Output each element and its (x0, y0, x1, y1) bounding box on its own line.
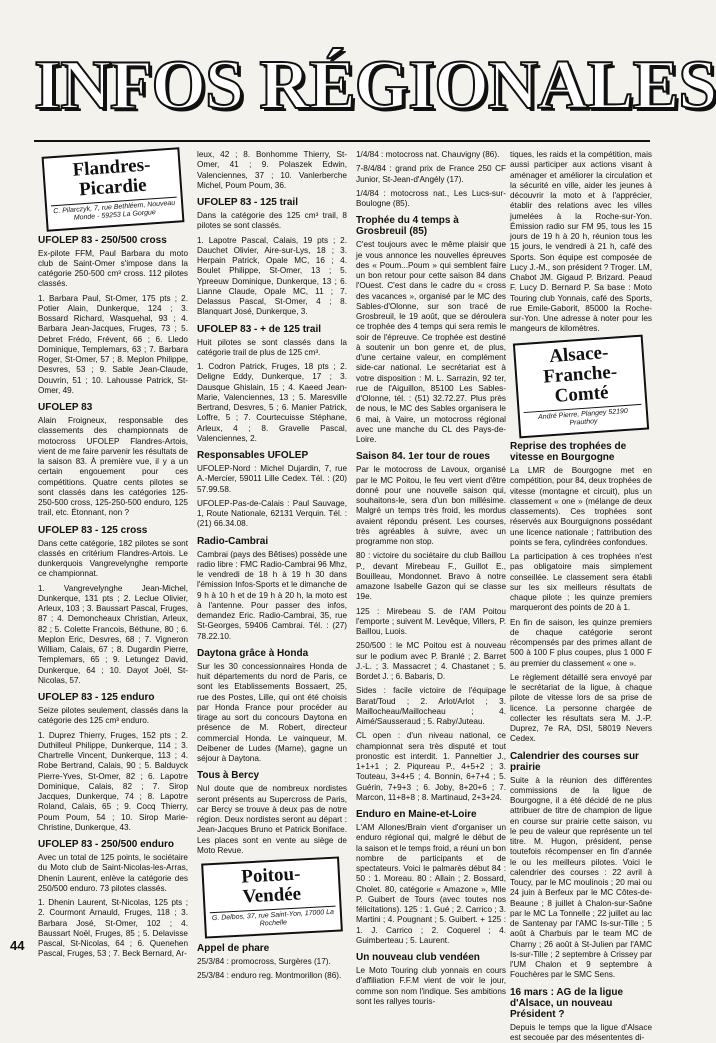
article-heading: Reprise des trophées de vitesse en Bourgogne (510, 441, 627, 464)
article-paragraph: Dans la catégorie des 125 cm³ trail, 8 pilotes se sont classés. (197, 211, 347, 231)
column-1 (38, 150, 188, 959)
article-paragraph: C'est toujours avec le même plaisir que je vous annonce les nouvelles épreuves des « Poum...Poum » qui semblent faire un bon retour pour cette saison 84 dans l'Ouest. C'est dans le cadre du « cross des vacances », organisé par le MC des Sables-d'Olonne, sur son tracé de Grosbreuil, le 19 août, que se déroulera ce trophée des 4 temps qui sera remis le soir de l'épreuve. Ce trophée est destiné à soutenir un bon genre et, de plus, d'une certaine valeur, en complément side-car national. Le secrétariat est à votre disposition : M. L. Sarrazin, 92 ter, rue de l'Aiguillon, 85100 Les Sables-d'Olonne, tél. : (51) 32.72.27. Plus près de nous, le MC des Sables organisera le 6 mai, à Vaire, un motocross régional avec une manche du CL des Pays-de-Loire. (356, 240, 506, 444)
results-list: 1. Barbara Paul, St-Omer, 175 pts ; 2. Potier Alain, Dunkerque, 124 ; 3. Bossard Richard, Wasquehal, 93 ; 4. Barbara Jean-Jacques, Fruges, 73 ; 5. Debret Frédo, Frévent, 66 ; 6. Lledo Dominique, Templemars, 63 ; 7. Barbara Roger, St-Omer, 57 ; 8. Meplon Philippe, Desvres, 53 ; 9. Sable Jean-Claude, Douvrin, 51 ; 10. Lahousse Patrick, St-Omer, 49. (38, 293, 188, 395)
article-heading: UFOLEP 83 - + de 125 trail (197, 323, 322, 335)
article-paragraph: 25/3/84 : enduro reg. Montmorillon (86). (197, 970, 342, 980)
region-box-flandres-picardie (42, 147, 185, 231)
article-heading: UFOLEP 83 - 250/500 cross (38, 234, 167, 246)
article-paragraph: 1/4/84 : motocross nat., Les Lucs-sur-Boulogne (85). (356, 188, 506, 208)
article-heading: Appel de phare (197, 942, 270, 954)
column-2 (197, 150, 347, 980)
article-heading: UFOLEP 83 - 250/500 enduro (38, 839, 174, 851)
region-name: Flandres- (71, 154, 151, 181)
article-paragraph: Nul doute que de nombreux nordistes seront présents au Supercross de Paris, car Bercy se trouve à deux pas de notre région. Deux nordistes seront au départ : Jean-Jacques Bruno et Patrick Boniface. Les places sont en vente au siège de Moto Revue. (197, 784, 347, 855)
article-paragraph: Sur les 30 concessionnaires Honda de huit départements du nord de Paris, ce sont les Etablissements Bossaert, 25, rue des Postes, Lille, qui ont été choisis par Honda France pour procéder au tirage au sort du concours Daytona en présence de M. Robert, directeur commercial Honda. Le vainqueur, M. Deibener de Ludes (Marne), gagne un séjour à Daytona. (197, 661, 347, 763)
article-heading: Responsables UFOLEP (197, 450, 309, 461)
article-paragraph: Avec un total de 125 points, le sociétaire du Moto club de Saint-Nicolas-les-Arras, Dhenin Laurent, enlève la catégorie des 250/500 enduro. 73 pilotes classés. (38, 853, 188, 893)
results-list: 250/500 : le MC Poitou est à nouveau sur le podium avec P. Branlé ; 2. Barret J.-L. ; 3. Massacret ; 4. Chastanet ; 5. Bordet J. ; 6. Babaris, D. (356, 641, 506, 681)
article-paragraph: Seize pilotes seulement, classés dans la catégorie des 125 cm³ enduro. (38, 706, 188, 726)
region-box-poitou-vendee (201, 856, 343, 938)
article-heading: UFOLEP 83 - 125 cross (38, 524, 148, 536)
article-paragraph: La participation à ces trophées n'est pas obligatoire mais simplement conseillée. Le classement sera établi sur les six meilleurs résultats de chaque pilote ; les quinze premiers marqueront des points de 20 à 1. (510, 552, 652, 613)
article-heading: UFOLEP 83 - 125 enduro (38, 692, 155, 704)
region-address: G. Delbos, 37, rue Saint-Yon, 17000 La Rochelle (210, 906, 337, 932)
region-name: Alsace- (548, 341, 609, 367)
region-name: Comté (553, 381, 610, 407)
article-paragraph: 1/4/84 : motocross nat. Chauvigny (86). (356, 150, 500, 159)
article-paragraph: Depuis le temps que la ligue d'Alsace est secouée par des mésententes di- (510, 1022, 652, 1042)
results-list: 1. Codron Patrick, Fruges, 18 pts ; 2. Deligne Eddy, Dunkerque, 17 ; 3. Dausque Ghislain, 15 ; 4. Kaeed Jean-Marie, Valenciennes, 13 ; 5. Maresville Bertrand, Desvres, 5 ; 6. Manier Patrick, Loffre, 5 ; 7. Courtecuisse Stéphane, Arleux, 4 ; 8. Gravelle Pascal, Valenciennes, 2. (197, 362, 347, 443)
article-heading: Radio-Cambrai (197, 535, 269, 547)
article-heading: 16 mars : AG de la ligue d'Alsace, un nouveau Président ? (510, 986, 624, 1020)
region-name: Franche- (542, 360, 618, 388)
article-paragraph: Huit pilotes se sont classés dans la catégorie trail de plus de 125 cm³. (197, 337, 347, 357)
article-paragraph: Le Moto Touring club yonnais en cours d'affiliation F.F.M vient de voir le jour, comme son nom l'indique. Ses ambitions sont les rallyes touris- (356, 966, 506, 1006)
page-number: 44 (10, 938, 25, 953)
article-heading: Trophée du 4 temps à Grosbreuil (85) (356, 215, 459, 238)
results-list: Sides : facile victoire de l'équipage Barat/Toud ; 2. Arlot/Arlot ; 3. Maillocheau/Maillocheau ; 4. Aimé/Sausseraud ; 5. Raby/Juteau. (356, 686, 506, 726)
article-paragraph: Suite à la réunion des différentes commissions de la ligue de Bourgogne, il a été décidé de ne plus attribuer de titre de champion de ligue en course sur prairie cette saison, vu le peu de valeur que représente un tel titre. M. Hugon, président, pense toutefois récompenser en fin d'année le ou les meilleurs pilotes. Voici le calendrier des courses : 22 avril à Toucy, par le MC moulinois ; 20 mai ou 24 juin à Berfeux par le MC Côtes-de-Beaune ; 8 juillet à Chalon-sur-Saône par le MC La Tonnelle ; 22 juillet au lac de Santenay par l'AMC Is-sur-Tille ; 5 août à Charbuis par le team MC de Charny ; 26 août à St-Julien par l'AMC Is-sur-Tille ; 2 septembre à Crissey par l'UM Chalon et 9 septembre à Fouchères par le SMC Sens. (510, 775, 652, 980)
results-list: 1. Lapotre Pascal, Calais, 19 pts ; 2. Dauchet Olivier, Aire-sur-Lys, 18 ; 3. Herpain Patrick, Opale MC, 16 ; 4. Boulet Philippe, St-Omer, 13 ; 5. Ypreeuw Dominique, Dunkerque, 13 ; 6. Lianne Claude, Opale MC, 11 ; 7. Delassus Pascal, St-Omer, 4 ; 8. Blanquart José, Dunkerque, 3. (197, 235, 347, 317)
article-heading: Daytona grâce à Honda (197, 647, 309, 659)
article-paragraph: Dans cette catégorie, 182 pilotes se sont classés en critérium Flandres-Artois. Le dunkerquois Vangrevelynghe remporte ce championnat. (38, 538, 188, 579)
masthead (34, 40, 716, 142)
article-heading: Calendrier des courses sur prairie (510, 750, 639, 773)
column-4 (510, 150, 653, 1042)
results-list: CL open : d'un niveau national, ce championnat sera très disputé et tout pronostic est interdit. 1. Panneltier J., 1+1+1 ; 2. Piqureau P., 4+5+2 ; 3. Touteau, 3+4+5 ; 4. Bonnin, 6+7+4 ; 5. Guérin, 7+9+3 ; 6. Joby, 8+20+6 ; 7. Marcon, 11+8+8 ; 8. Martinaud, 2+3+24. (356, 731, 506, 802)
page-title: INFOS RÉGIONALES (34, 47, 716, 124)
article-heading: Saison 84. 1er tour de roues (356, 451, 490, 463)
article-paragraph: 25/3/84 : promocross, Surgères (17). (197, 956, 331, 966)
results-list: 1. Duprez Thierry, Fruges, 152 pts ; 2. Duthilleul Philippe, Dunkerque, 114 ; 3. Chartrelle Vincent, Dunkerque, 113 ; 4. Robe Bertrand, Calais, 90 ; 5. Balduyck Pierre-Yves, St-Omer, 82 ; 6. Lapotre Dominique, Calais, 82 ; 7. Sirop Jacques, Dunkerque, 74 ; 8. Lapotre Roland, Calais, 65 ; 9. Cocq Thierry, Poum Poum, 54 ; 10. Sirop Marie-Christine, Dunkerque, 43. (38, 730, 188, 832)
column-3 (356, 150, 506, 1006)
article-paragraph: La LMR de Bourgogne met en compétition, pour 84, deux trophées de vitesse (montagne et circuit), plus un classement « one » (mélange de deux classements). Ces trophées sont réservés aux Bourguignons possédant une licence nationale ; l'attribution des points se fera, cylindrées confondues. (510, 466, 653, 547)
results-list: 1. Dhenin Laurent, St-Nicolas, 125 pts ; 2. Courmont Arnauld, Fruges, 118 ; 3. Barbara José, St-Omer, 102 ; 4. Baussart Noël, Fruges, 85 ; 5. Delavisse Pascal, St-Nicolas, 64 ; 6. Quenehen Pascal, Fruges, 53 ; 7. Beck Bernard, Ar- (38, 898, 188, 959)
article-paragraph: 7-8/4/84 : grand prix de France 250 CF Junior, St-Jean-d'Angély (17). (356, 164, 506, 184)
article-paragraph: UFOLEP-Nord : Michel Dujardin, 7, rue A.-Mercier, 59011 Lille Cedex. Tél. : (20) 57.99.58. (197, 464, 347, 494)
region-address: C. Pilarczyk, 7, rue Bethléem, Nouveau Monde - 59253 La Gorgue (51, 196, 178, 225)
article-paragraph: Le règlement détaillé sera envoyé par le secrétariat de la ligue, à chaque pilote de vitesse lors de sa prise de licence. La personne chargée de collecter les résultats sera M. J.-P. Duprez, 7e RA, DSI, 58019 Nevers Cedex. (510, 672, 652, 744)
article-paragraph: UFOLEP-Pas-de-Calais : Paul Sauvage, 1, Route Nationale, 62131 Verquin. Tél. : (21) 66.34.08. (197, 498, 347, 529)
article-paragraph: Par le motocross de Lavoux, organisé par le MC Poitou, le feu vert vient d'être donné pour une nouvelle saison qui, souhaitons-le, sera d'un bon millésime. Malgré un temps très froid, les mordus avaient répondu présent. Les courses, très agréables à suivre, avec un programme non stop. (356, 465, 506, 546)
article-heading: Tous à Bercy (197, 770, 260, 782)
article-paragraph: Ex-pilote FFM, Paul Barbara du moto club de Saint-Omer s'impose dans la catégorie 250-500 cm³ cross. 112 pilotes classés. (38, 248, 188, 289)
article-heading: Enduro en Maine-et-Loire (356, 809, 477, 820)
region-name: Vendée (242, 883, 302, 908)
results-list: leux, 42 ; 8. Bonhomme Thierry, St-Omer, 41 ; 9. Polaszek Edwin, Valenciennes, 37 ; 10. Vanlerberche Michel, Poum Poum, 36. (197, 150, 347, 190)
region-name: Poitou- (240, 863, 301, 888)
region-address: André Pierre, Plangey 52190 Prauthoy (524, 403, 643, 431)
article-paragraph: tiques, les raids et la compétition, mais aussi participer aux actions visant à aménager et améliorer la circulation et la sécurité en ville, aider les jeunes à découvrir la moto et à l'apprécier, établir des relations avec les villes jumelées à la Roche-sur-Yon. Émission radio sur FM 95, tous les 15 jours de 19 h à 20 h, réunion tous les 15 jours, le vendredi à 21 h, café des Sports. Son équipe est composée de Lucy J.-M., son président ? Troger. LM, Chabot JM. Gigaud P. Brizard. Peaud F. Lucy D. Bernard P. Sa base : Moto Touring club Yonnais, café des Sports, rue Emile-Gaborit, 85000 la Roche-sur-Yon. Une adresse à noter pour les mangeurs de kilomètres. (510, 150, 652, 334)
article-paragraph: L'AM Allones/Brain vient d'organiser un enduro régional qui, malgré le début de la saison et le temps froid, a réuni un bon nombre de participants et de spectateurs. Voici le palmarès début 84 : 50 : 1. Moreau. 80 : Allain ; 2. Bossard, Cholet. 80, catégorie « Amazone », Mlle P. Guibert de Tours (avec toutes nos félicitations). 125 : 1. Gué ; 2. Carrico ; 3. Martini ; 4. Pougnant ; 5. Guibert. + 125 : 1. J. Carrico ; 2. Coquerel ; 4. Guimberteau ; 5. Laurent. (356, 823, 506, 945)
results-list: 1. Vangrevelynghe Jean-Michel, Dunkerque, 131 pts ; 2. Leclue Olivier, Arleux, 103 ; 3. Baussart Pascal, Fruges, 87 ; 4. Demoncheaux Christian, Arleux, 82 ; 5. Colette Francois, Béthune, 80 ; 6. Meplon Eric, Desvres, 68 ; 7. Vigneron William, Calais, 67 ; 8. Dugardin Pierre, Templemars, 65 ; 9. Letungez David, Dunkerque, 64 ; 10. Dayot Joël, St-Nicolas, 57. (38, 583, 188, 685)
region-box-alsace-franche-comte (513, 334, 649, 437)
article-paragraph: Cambrai (pays des Bêtises) possède une radio libre : FMC Radio-Cambrai 96 Mhz, le vendredi de 18 h à 19 h 30 dans l'émission Infos-Sports et le dimanche de 9 h à 10 h et de 19 h à 20 h, la moto est à l'antenne. Pour passer des infos, demandez Eric. Radio-Cambrai, 35, rue St-Georges, 59406 Cambrai. Tél. : (27) 78.22.10. (197, 549, 347, 641)
article-heading: UFOLEP 83 - 125 trail (197, 197, 298, 208)
article-heading: UFOLEP 83 (38, 402, 93, 414)
results-list: 125 : Mirebeau S. de l'AM Poitou l'emporte ; suivent M. Levêque, Villers, P. Baillou, Luois. (356, 606, 506, 636)
region-name: Picardie (78, 174, 148, 201)
article-heading: Un nouveau club vendéen (356, 952, 480, 963)
article-paragraph: Alain Froigneux, responsable des classements des championnats de motocross UFOLEP Flandres-Artois, vient de me faire parvenir les résultats de la saison 83. À première vue, il y a un certain engouement pour ces compétitions. Quatre cents pilotes se sont classés dans les catégories 125-250-500 cross, 125-250-500 enduro, 125 trail, etc. Étonnant, non ? (38, 416, 188, 518)
article-paragraph: En fin de saison, les quinze premiers de chaque catégorie seront récompensés par des primes allant de 500 à 100 F plus coupes, plus 1 000 F au premier du classement « one ». (510, 617, 652, 668)
results-list: 80 : victoire du sociétaire du club Baillou P., devant Mirebeau F., Guillot E., Bouilleau, Mondonnet. Bravo à notre amazone Isabelle Gazon qui se classe 19e. (356, 551, 506, 602)
